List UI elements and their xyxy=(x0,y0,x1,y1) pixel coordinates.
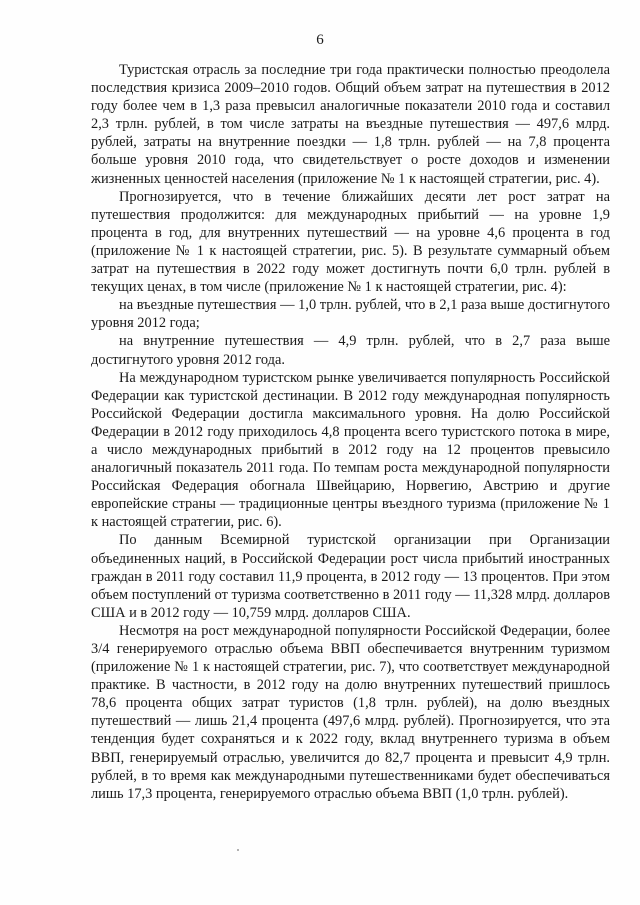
paragraph-tourism-recovery: Туристская отрасль за последние три года практически полностью преодолела последствия кризиса 2009–2010 годов. Общий объем затрат на путешествия в 2012 году более чем в 1,3 раза превысил аналогичные показатели 2010 года и составил 2,3 трлн. рублей, в том числе затраты на въездные путешествия — 497,6 млрд. рублей, затраты на внутренние поездки — 1,8 трлн. рублей — на 7,8 процента больше уровня 2010 года, что свидетельствует о росте доходов и изменении жизненных ценностей населения (приложение № 1 к настоящей стратегии, рис. 4). xyxy=(91,62,610,187)
paragraph-international-popularity: На международном туристском рынке увеличивается популярность Российской Федерации как туристской дестинации. В 2012 году международная популярность Российской Федерации достигла максимального уровня. На долю Российской Федерации в 2012 году приходилось 4,8 процента всего туристского потока в мире, а число международных прибытий в 2012 году на 12 процентов превысило аналогичный показатель 2011 года. По темпам роста международной популярности Российская Федерация обогнала Швейцарию, Норвегию, Австрию и другие европейские страны — традиционные центры въездного туризма (приложение № 1 к настоящей стратегии, рис. 6). xyxy=(91,369,610,531)
page-number: 6 xyxy=(316,32,324,48)
paragraph-forecast: Прогнозируется, что в течение ближайших десяти лет рост затрат на путешествия продолжится: для международных прибытий — на уровне 1,9 процента в год, для внутренних путешествий — на уровне 4,6 процента в год (приложение № 1 к настоящей стратегии, рис. 5). В результате суммарный объем затрат на путешествия в 2022 году может достигнуть почти 6,0 трлн. рублей в текущих ценах, в том числе (приложение № 1 к настоящей стратегии, рис. 4): xyxy=(91,188,610,296)
paragraph-unwto-data: По данным Всемирной туристской организации при Организации объединенных наций, в Российской Федерации рост числа прибытий иностранных граждан в 2011 году составил 11,9 процента, в 2012 году — 13 процентов. При этом объем поступлений от туризма соответственно в 2011 году — 11,328 млрд. долларов США и в 2012 году — 10,759 млрд. долларов США. xyxy=(91,532,610,621)
list-item-inbound-travel: на въездные путешествия — 1,0 трлн. рублей, что в 2,1 раза выше достигнутого уровня 2012 года; xyxy=(91,297,610,332)
paragraph-gdp-share: Несмотря на рост международной популярности Российской Федерации, более 3/4 генерируемого отраслью объема ВВП обеспечивается внутренним туризмом (приложение № 1 к настоящей стратегии, рис. 7), что соответствует международной практике. В частности, в 2012 году на долю внутренних путешествий пришлось 78,6 процента общих затрат туристов (1,8 трлн. рублей), на долю въездных путешествий — лишь 21,4 процента (497,6 млрд. рублей). Прогнозируется, что эта тенденция будет сохраняться и к 2022 году, вклад внутреннего туризма в объем ВВП, генерируемый отраслью, увеличится до 82,7 процента и превысит 4,9 трлн. рублей, в то время как международными путешественниками будет обеспечиваться лишь 17,3 процента, генерируемого отраслью объема ВВП (1,0 трлн. рублей). xyxy=(91,622,610,802)
list-item-domestic-travel: на внутренние путешествия — 4,9 трлн. рублей, что в 2,7 раза выше достигнутого уровня 2012 года. xyxy=(91,333,610,368)
scan-artifact-dot xyxy=(237,849,239,851)
body-text xyxy=(91,61,610,803)
